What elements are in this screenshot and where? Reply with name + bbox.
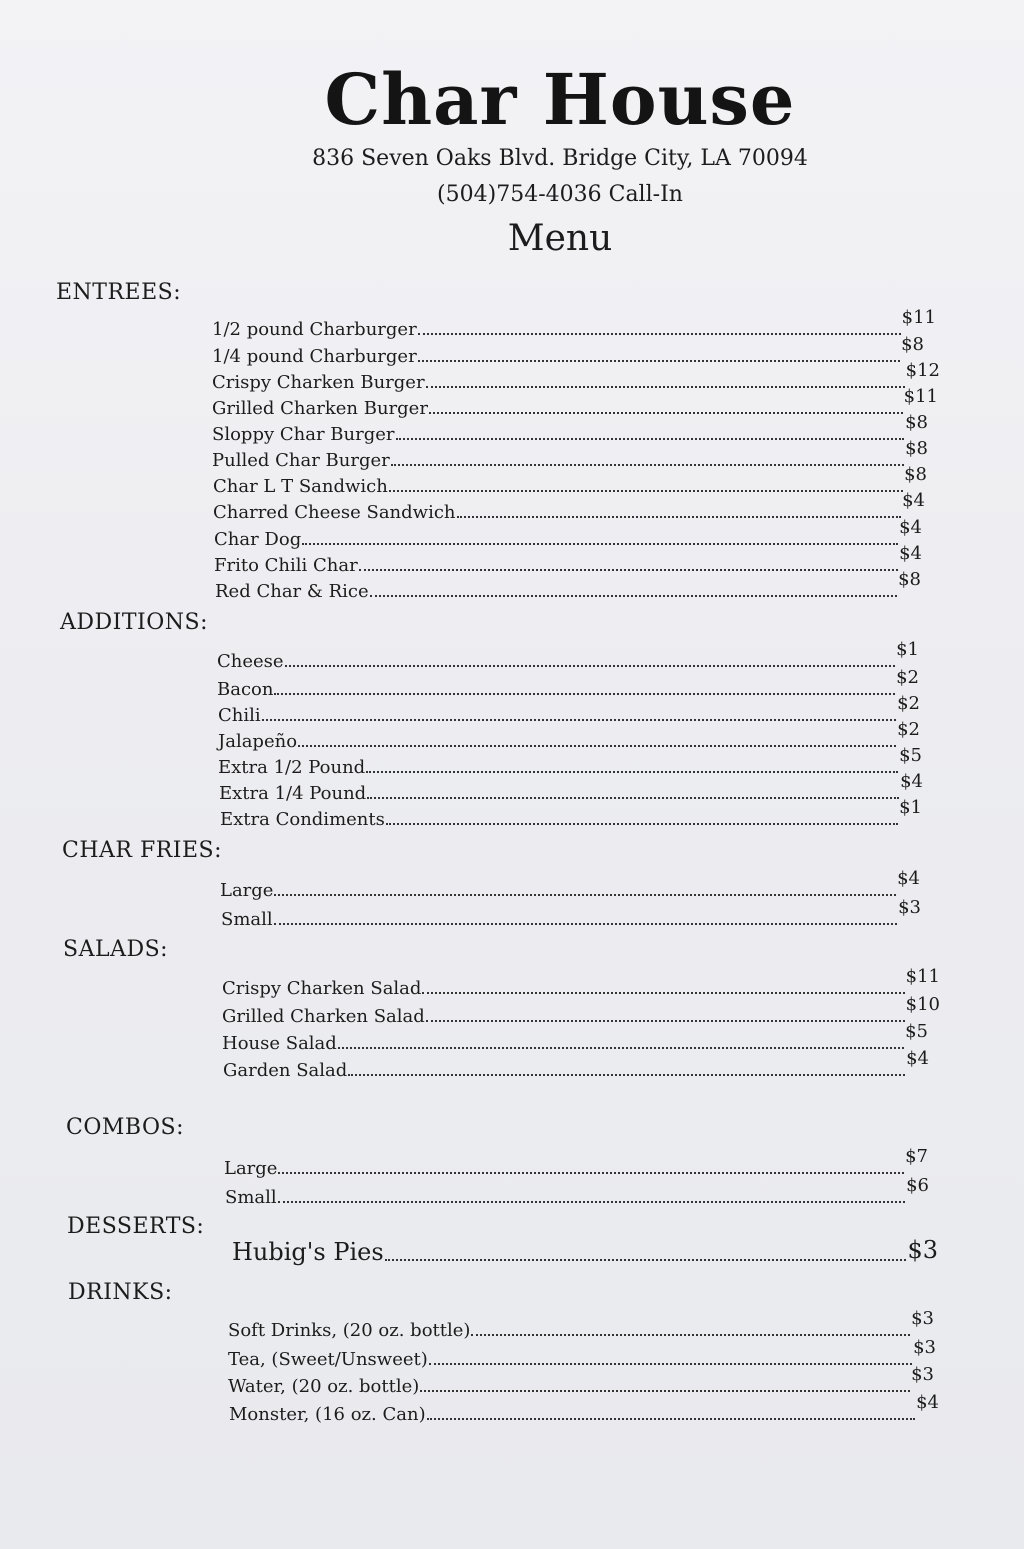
menu-item	[213, 490, 925, 523]
item-price: $4	[899, 517, 922, 538]
menu-item	[222, 1021, 928, 1054]
section-heading-entrees: ENTREES:	[56, 280, 182, 305]
menu-item	[228, 1364, 934, 1397]
item-price: $3	[911, 1308, 934, 1329]
section-heading-drinks: DRINKS:	[68, 1280, 173, 1305]
item-price: $10	[905, 994, 940, 1015]
menu-item	[224, 1146, 928, 1179]
item-name: Frito Chili Char	[214, 555, 358, 576]
item-price: $11	[903, 386, 938, 407]
dot-leader	[457, 515, 902, 518]
dot-leader	[471, 1333, 910, 1336]
menu-item	[232, 1236, 938, 1266]
item-price: $1	[896, 639, 919, 660]
item-name: Extra Condiments	[220, 809, 385, 830]
item-price: $5	[905, 1021, 928, 1042]
item-name: Cheese	[217, 651, 284, 672]
dot-leader	[302, 542, 898, 545]
menu-item	[218, 693, 920, 726]
dot-leader	[422, 991, 904, 994]
item-name: Hubig's Pies	[232, 1238, 384, 1266]
item-name: 1/2 pound Charburger	[212, 319, 417, 340]
item-name: Large	[224, 1158, 278, 1179]
dot-leader	[370, 594, 897, 597]
menu-item	[222, 966, 940, 999]
item-price: $3	[898, 897, 921, 918]
item-name: Monster, (16 oz. Can)	[229, 1404, 426, 1425]
item-name: Charred Cheese Sandwich	[213, 502, 456, 523]
menu-item	[219, 771, 923, 804]
dot-leader	[262, 718, 896, 721]
dot-leader	[274, 692, 895, 695]
section-heading-char-fries: CHAR FRIES:	[62, 838, 223, 863]
dot-leader	[359, 568, 898, 571]
menu-item	[215, 569, 921, 602]
item-price: $8	[904, 464, 927, 485]
item-name: Soft Drinks, (20 oz. bottle)	[228, 1320, 471, 1341]
item-price: $4	[897, 868, 920, 889]
item-price: $3	[913, 1337, 936, 1358]
item-price: $2	[897, 693, 920, 714]
menu-item	[214, 517, 922, 550]
item-price: $6	[906, 1175, 929, 1196]
item-price: $8	[905, 438, 928, 459]
item-price: $3	[907, 1236, 938, 1264]
item-name: Grilled Charken Burger	[212, 398, 428, 419]
item-name: Pulled Char Burger	[212, 450, 390, 471]
item-price: $4	[902, 490, 925, 511]
item-name: Jalapeño	[218, 731, 298, 752]
item-price: $4	[900, 771, 923, 792]
menu-item	[214, 543, 922, 576]
menu-item	[212, 386, 938, 419]
dot-leader	[298, 744, 896, 747]
menu-item	[217, 667, 919, 700]
item-price: $2	[896, 667, 919, 688]
item-name: 1/4 pound Charburger	[212, 346, 417, 367]
dot-leader	[348, 1073, 905, 1076]
menu-heading: Menu	[507, 218, 613, 259]
item-name: Crispy Charken Salad	[222, 978, 422, 999]
menu-item	[212, 360, 940, 393]
section-heading-combos: COMBOS:	[66, 1115, 184, 1140]
dot-leader	[278, 1171, 904, 1174]
item-name: Extra 1/4 Pound	[219, 783, 367, 804]
menu-item	[212, 438, 928, 471]
dot-leader	[278, 1200, 905, 1203]
dot-leader	[391, 463, 904, 466]
item-price: $8	[898, 569, 921, 590]
dot-leader	[429, 1362, 912, 1365]
dot-leader	[396, 437, 905, 440]
dot-leader	[429, 411, 903, 414]
dot-leader	[418, 332, 901, 335]
dot-leader	[420, 1389, 910, 1392]
restaurant-phone: (504)754-4036 Call-In	[437, 182, 683, 207]
item-price: $3	[911, 1364, 934, 1385]
menu-item	[213, 464, 927, 497]
menu-item	[220, 797, 922, 830]
item-name: Small	[225, 1187, 277, 1208]
item-price: $7	[905, 1146, 928, 1167]
item-name: Tea, (Sweet/Unsweet)	[228, 1349, 428, 1370]
dot-leader	[427, 1417, 916, 1420]
item-name: Sloppy Char Burger	[212, 424, 395, 445]
dot-leader	[418, 359, 900, 362]
item-name: Water, (20 oz. bottle)	[228, 1376, 420, 1397]
item-name: Bacon	[217, 679, 274, 700]
item-price: $2	[897, 719, 920, 740]
item-price: $4	[899, 543, 922, 564]
menu-item	[223, 1048, 929, 1081]
menu-item	[220, 868, 920, 901]
menu-item	[229, 1392, 939, 1425]
restaurant-address: 836 Seven Oaks Blvd. Bridge City, LA 70094	[312, 146, 808, 171]
dot-leader	[385, 1258, 907, 1261]
item-name: Large	[220, 880, 274, 901]
item-name: Red Char & Rice	[215, 581, 369, 602]
item-name: Grilled Charken Salad	[222, 1006, 425, 1027]
item-name: Char Dog	[214, 529, 302, 550]
restaurant-title: Char House	[324, 58, 796, 141]
item-price: $8	[901, 334, 924, 355]
menu-item	[228, 1337, 936, 1370]
menu-item	[217, 639, 919, 672]
dot-leader	[274, 893, 896, 896]
item-price: $1	[899, 797, 922, 818]
item-name: Char L T Sandwich	[213, 476, 388, 497]
item-price: $4	[916, 1392, 939, 1413]
menu-item	[212, 307, 936, 340]
item-name: Chili	[218, 705, 261, 726]
item-price: $11	[901, 307, 936, 328]
section-heading-additions: ADDITIONS:	[60, 610, 208, 635]
menu-item	[225, 1175, 929, 1208]
menu-item	[212, 412, 928, 445]
dot-leader	[366, 770, 898, 773]
dot-leader	[389, 489, 903, 492]
dot-leader	[285, 664, 896, 667]
menu-item	[228, 1308, 934, 1341]
item-price: $11	[905, 966, 940, 987]
item-name: Crispy Charken Burger	[212, 372, 425, 393]
item-price: $5	[899, 745, 922, 766]
section-heading-desserts: DESSERTS:	[67, 1214, 205, 1239]
menu-item	[212, 334, 924, 367]
item-price: $12	[905, 360, 940, 381]
menu-item	[218, 719, 920, 752]
item-name: Garden Salad	[223, 1060, 348, 1081]
dot-leader	[338, 1046, 904, 1049]
dot-leader	[426, 385, 905, 388]
item-name: House Salad	[222, 1033, 337, 1054]
menu-item	[222, 994, 940, 1027]
dot-leader	[426, 1019, 905, 1022]
menu-item	[218, 745, 922, 778]
item-price: $4	[906, 1048, 929, 1069]
dot-leader	[386, 822, 898, 825]
dot-leader	[367, 796, 899, 799]
item-price: $8	[905, 412, 928, 433]
section-heading-salads: SALADS:	[63, 937, 169, 962]
item-name: Small	[221, 909, 273, 930]
item-name: Extra 1/2 Pound	[218, 757, 366, 778]
menu-item	[221, 897, 921, 930]
dot-leader	[274, 922, 897, 925]
